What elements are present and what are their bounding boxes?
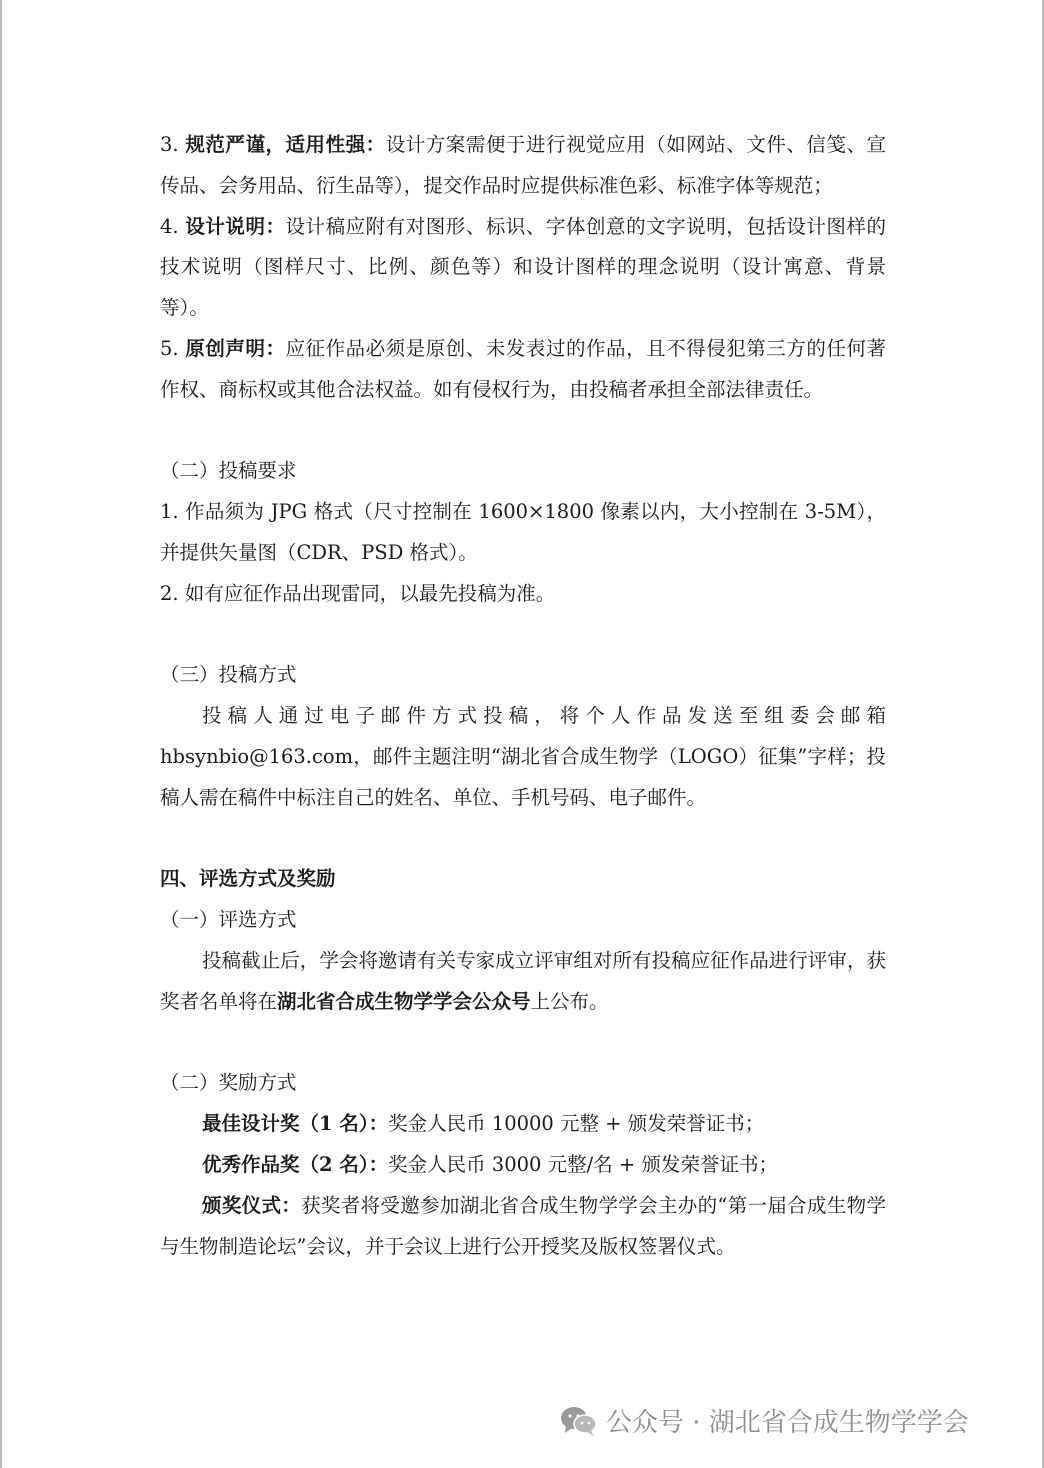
award-text: 奖金人民币 3000 元整/名 + 颁发荣誉证书； — [388, 1152, 778, 1176]
requirement-item-4 — [160, 207, 886, 329]
item-text: 设计方案需便于进行视觉应用（如网站、文件、信笺、宣传品、会务用品、衍生品等），提交作品时应提供标准色彩、标准字体等规范； — [160, 133, 886, 197]
item-number: 3. — [160, 133, 186, 156]
award-text: 奖金人民币 10000 元整 + 颁发荣誉证书； — [388, 1112, 765, 1136]
page-left-border — [0, 0, 2, 1468]
item-number: 5. — [160, 336, 186, 360]
method-heading: （三）投稿方式 — [160, 663, 297, 687]
watermark — [560, 1402, 969, 1439]
official-account-name: 湖北省合成生物学学会公众号 — [277, 989, 531, 1013]
item-title: 规范严谨，适用性强： — [185, 133, 386, 156]
item-title: 设计说明： — [185, 214, 286, 238]
requirement-item-3 — [160, 125, 886, 207]
evaluation-text-before: 投稿截止后，学会将邀请有关专家成立评审组对所有投稿应征作品进行评审，获奖者名单将在 — [160, 948, 886, 1013]
item-title: 原创声明： — [185, 336, 286, 360]
wechat-icon — [560, 1405, 598, 1437]
spacer — [160, 411, 886, 452]
award-excellent-work — [160, 1145, 886, 1186]
spacer — [160, 819, 886, 860]
method-text: 投稿人通过电子邮件方式投稿，将个人作品发送至组委会邮箱 hbsynbio@163.com，邮件主题注明“湖北省合成生物学（LOGO）征集”字样；投稿人需在稿件中标注自己的姓名、单位、手机号码、电子邮件。 — [160, 704, 886, 809]
award-subheading: （二）奖励方式 — [160, 1071, 297, 1095]
item-text: 设计稿应附有对图形、标识、字体创意的文字说明，包括设计图样的技术说明（图样尺寸、比例、颜色等）和设计图样的理念说明（设计寓意、背景等）。 — [160, 214, 886, 320]
item-number: 4. — [160, 214, 186, 238]
award-best-design — [160, 1104, 886, 1145]
evaluation-text — [160, 941, 886, 1023]
submission-item-2: 2. 如有应征作品出现雷同，以最先投稿为准。 — [160, 581, 556, 605]
award-title: 优秀作品奖（2 名）： — [202, 1152, 389, 1176]
ceremony-title: 颁奖仪式： — [202, 1193, 302, 1217]
requirement-item-5 — [160, 329, 886, 411]
submission-heading: （二）投稿要求 — [160, 459, 297, 483]
document-body — [160, 125, 886, 1267]
submission-item-1: 1. 作品须为 JPG 格式（尺寸控制在 1600×1800 像素以内，大小控制在 3-5M），并提供矢量图（CDR、PSD 格式）。 — [160, 500, 886, 564]
spacer — [160, 1023, 886, 1064]
evaluation-heading: 四、评选方式及奖励 — [160, 867, 336, 891]
evaluation-subheading: （一）评选方式 — [160, 908, 297, 932]
ceremony-text: 获奖者将受邀参加湖北省合成生物学学会主办的“第一届合成生物学与生物制造论坛”会议，并于会议上进行公开授奖及版权签署仪式。 — [160, 1193, 886, 1258]
award-ceremony — [160, 1186, 886, 1268]
watermark-text: 公众号 · 湖北省合成生物学学会 — [606, 1408, 969, 1438]
award-title: 最佳设计奖（1 名）： — [202, 1112, 389, 1136]
item-text: 应征作品必须是原创、未发表过的作品，且不得侵犯第三方的任何著作权、商标权或其他合法权益。如有侵权行为，由投稿者承担全部法律责任。 — [160, 336, 886, 401]
evaluation-text-after: 上公布。 — [530, 989, 609, 1013]
spacer — [160, 615, 886, 656]
